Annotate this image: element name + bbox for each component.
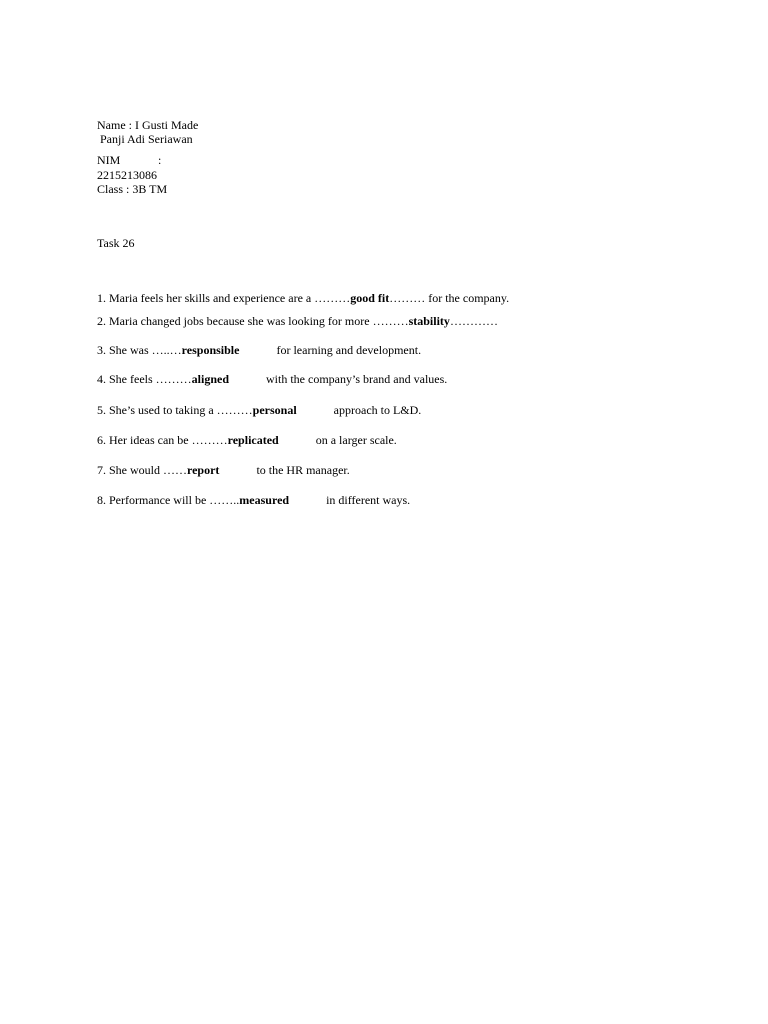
- task-title: Task 26: [97, 236, 135, 250]
- item-answer: replicated: [227, 433, 279, 447]
- list-item: [97, 433, 397, 447]
- item-answer: good fit: [350, 291, 390, 305]
- item-prompt: 4. She feels ………: [97, 372, 192, 386]
- nim-label: NIM: [97, 153, 121, 167]
- nim-colon: :: [158, 153, 162, 167]
- nim-value: 2215213086: [97, 168, 157, 182]
- list-item: [97, 343, 421, 357]
- list-item: [97, 463, 350, 477]
- item-answer: stability: [408, 314, 450, 328]
- list-item: [97, 493, 410, 507]
- item-suffix: on a larger scale.: [315, 433, 397, 447]
- item-prompt: 8. Performance will be ……..: [97, 493, 240, 507]
- item-answer: personal: [252, 403, 297, 417]
- list-item: [97, 403, 421, 417]
- item-suffix: with the company’s brand and values.: [266, 372, 448, 386]
- item-suffix: in different ways.: [326, 493, 411, 507]
- item-answer: report: [187, 463, 220, 477]
- item-prompt: 7. She would ……: [97, 463, 187, 477]
- class-line: Class : 3B TM: [97, 182, 168, 196]
- name-line-1: Name : I Gusti Made: [97, 118, 199, 132]
- list-item: [97, 372, 447, 386]
- item-suffix: to the HR manager.: [256, 463, 350, 477]
- item-prompt: 6. Her ideas can be ………: [97, 433, 228, 447]
- name-line-2: Panji Adi Seriawan: [97, 132, 193, 146]
- item-suffix: …………: [449, 314, 498, 328]
- item-answer: measured: [239, 493, 290, 507]
- item-suffix: approach to L&D.: [333, 403, 422, 417]
- item-prompt: 2. Maria changed jobs because she was looking for more ………: [97, 314, 409, 328]
- item-prompt: 3. She was …..…: [97, 343, 182, 357]
- item-suffix: ……… for the company.: [389, 291, 510, 305]
- item-prompt: 5. She’s used to taking a ………: [97, 403, 253, 417]
- list-item: [97, 314, 498, 328]
- item-prompt: 1. Maria feels her skills and experience are a ………: [97, 291, 351, 305]
- item-suffix: for learning and development.: [276, 343, 422, 357]
- list-item: [97, 291, 509, 305]
- item-answer: aligned: [191, 372, 229, 386]
- item-answer: responsible: [181, 343, 240, 357]
